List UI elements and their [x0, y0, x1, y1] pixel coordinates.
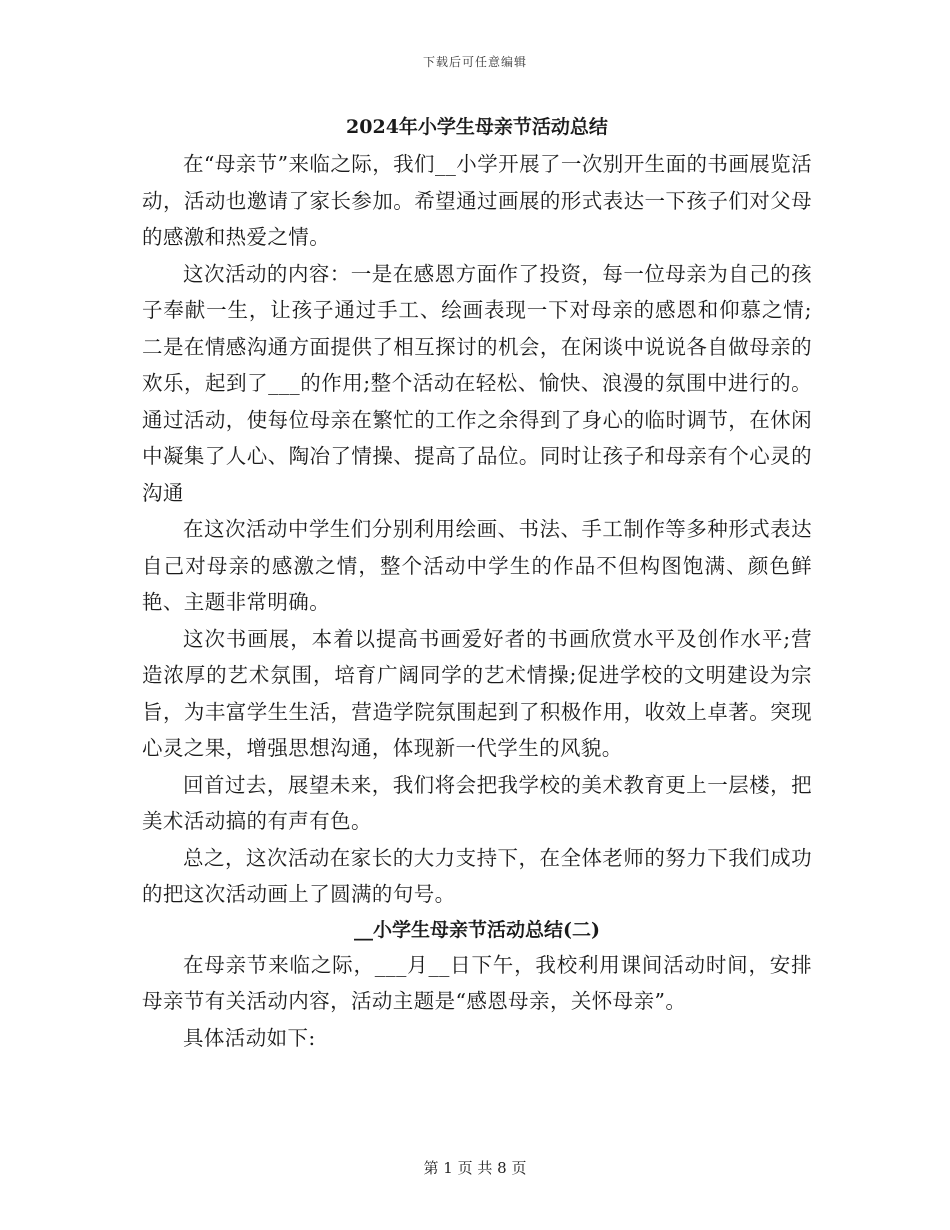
page-number: 第 1 页 共 8 页 [423, 1159, 527, 1177]
section-title: __小学生母亲节活动总结(二) [354, 918, 600, 941]
paragraph: 总之，这次活动在家长的大力支持下，在全体老师的努力下我们成功的把这次活动画上了圆满的句号。 [142, 845, 812, 906]
paragraph: 在这次活动中学生们分别利用绘画、书法、手工制作等多种形式表达自己对母亲的感激之情，整个活动中学生的作品不但构图饱满、颜色鲜艳、主题非常明确。 [142, 517, 812, 614]
paragraph: 这次活动的内容：一是在感恩方面作了投资，每一位母亲为自己的孩子奉献一生，让孩子通过手工、绘画表现一下对母亲的感恩和仰慕之情;二是在情感沟通方面提供了相互探讨的机会，在闲谈中说说各自做母亲的欢乐，起到了___的作用;整个活动在轻松、愉快、浪漫的氛围中进行的。通过活动，使每位母亲在繁忙的工作之余得到了身心的临时调节，在休闲中凝集了人心、陶冶了情操、提高了品位。同时让孩子和母亲有个心灵的沟通 [142, 261, 812, 505]
document-title: 2024年小学生母亲节活动总结 [346, 116, 608, 138]
paragraph: 在“母亲节”来临之际，我们__小学开展了一次别开生面的书画展览活动，活动也邀请了家长参加。希望通过画展的形式表达一下孩子们对父母的感激和热爱之情。 [142, 152, 812, 249]
document-body [142, 110, 812, 1056]
paragraph: 这次书画展，本着以提高书画爱好者的书画欣赏水平及创作水平;营造浓厚的艺术氛围，培育广阔同学的艺术情操;促进学校的文明建设为宗旨，为丰富学生生活，营造学院氛围起到了积极作用，收效上卓著。突现心灵之果，增强思想沟通，体现新一代学生的风貌。 [142, 626, 812, 760]
paragraph: 在母亲节来临之际，___月__日下午，我校利用课间活动时间，安排母亲节有关活动内容，活动主题是“感恩母亲，关怀母亲”。 [142, 952, 812, 1013]
header-note: 下载后可任意编辑 [422, 55, 527, 69]
paragraph: 具体活动如下: [183, 1025, 316, 1050]
paragraph: 回首过去，展望未来，我们将会把我学校的美术教育更上一层楼，把美术活动搞的有声有色。 [142, 772, 812, 833]
